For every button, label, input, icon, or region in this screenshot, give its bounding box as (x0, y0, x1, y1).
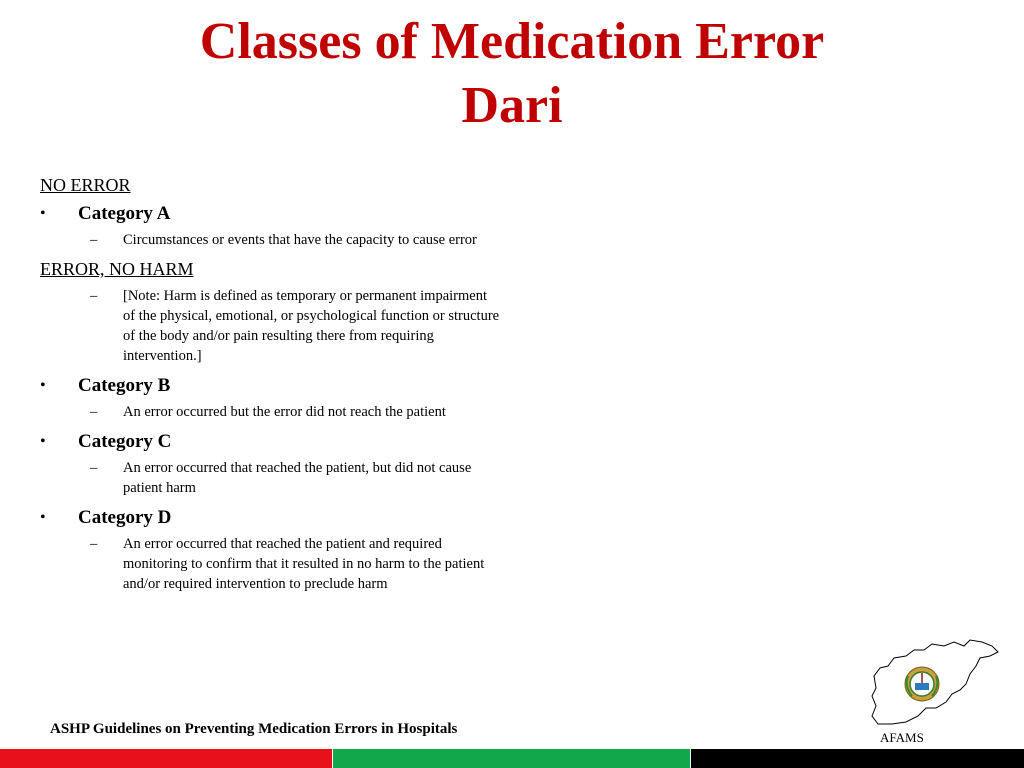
category-a-description (40, 230, 500, 250)
category-d (40, 506, 500, 530)
section-heading-error-no-harm: ERROR, NO HARM (40, 259, 194, 279)
bullet-icon: • (40, 509, 46, 526)
category-d-label: Category D (78, 507, 172, 528)
category-c (40, 430, 500, 454)
dash-icon: – (90, 536, 98, 552)
category-a-text: Circumstances or events that have the capacity to cause error (123, 232, 477, 248)
dash-icon: – (90, 232, 98, 248)
slide-body (40, 170, 500, 602)
category-b (40, 374, 500, 398)
afghanistan-map-logo (866, 636, 1002, 728)
citation-footer: ASHP Guidelines on Preventing Medication Errors in Hospitals (50, 721, 458, 737)
afams-label: AFAMS (880, 730, 924, 745)
footer-bar-black (691, 749, 1024, 768)
bullet-icon: • (40, 205, 46, 222)
bullet-icon: • (40, 433, 46, 450)
category-b-description (40, 402, 500, 422)
footer-bar-green (333, 749, 690, 768)
category-b-label: Category B (78, 375, 171, 396)
emblem-book (915, 683, 929, 690)
harm-note (40, 286, 500, 366)
title-line-2: Dari (461, 77, 563, 134)
bullet-icon: • (40, 377, 46, 394)
section-heading-no-error: NO ERROR (40, 175, 131, 195)
category-a (40, 202, 500, 226)
slide-title (0, 10, 1024, 138)
category-c-label: Category C (78, 431, 172, 452)
title-line-1: Classes of Medication Error (199, 13, 825, 70)
dash-icon: – (90, 404, 98, 420)
dash-icon: – (90, 460, 98, 476)
category-a-label: Category A (78, 203, 171, 224)
footer-bar-red (0, 749, 332, 768)
category-c-description (40, 458, 500, 498)
category-b-text: An error occurred but the error did not reach the patient (123, 404, 446, 420)
category-c-text: An error occurred that reached the patient, but did not cause patient harm (123, 460, 472, 496)
category-d-description (40, 534, 500, 594)
harm-note-text: [Note: Harm is defined as temporary or permanent impairment of the physical, emotional, or psychological function or structure of the body and/or pain resulting there from requiring intervention.] (123, 288, 500, 364)
dash-icon: – (90, 288, 98, 304)
category-d-text: An error occurred that reached the patient and required monitoring to confirm that it resulted in no harm to the patient and/or required intervention to preclude harm (123, 536, 485, 592)
